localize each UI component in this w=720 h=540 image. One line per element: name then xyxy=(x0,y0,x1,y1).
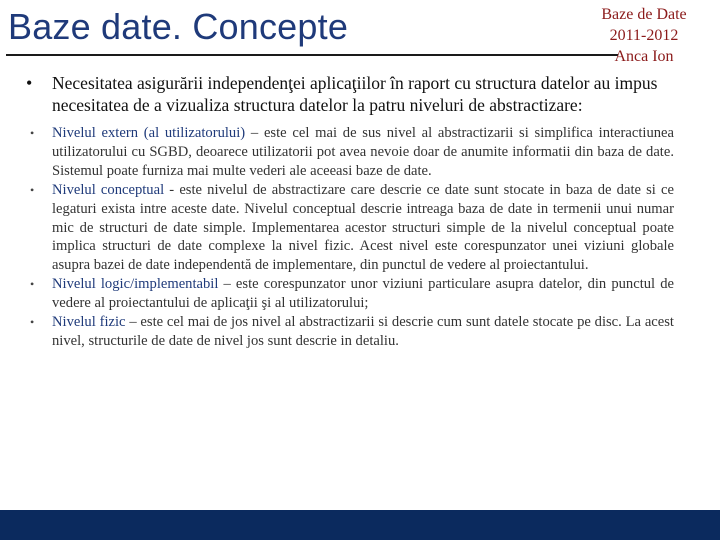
bullet-icon: • xyxy=(30,126,35,140)
level-name: Nivelul extern (al utilizatorului) xyxy=(52,125,246,141)
level-item-conceptual xyxy=(26,181,674,276)
title-divider xyxy=(6,54,618,56)
bullet-icon: • xyxy=(30,277,35,292)
course-year: 2011-2012 xyxy=(609,27,679,44)
slide-content xyxy=(26,72,674,351)
level-name: Nivelul fizic xyxy=(52,314,126,331)
level-item-fizic xyxy=(26,313,674,351)
level-item-logic xyxy=(26,275,674,313)
level-description: - este nivelul de abstractizare care descrie ce date sunt stocate in baza de date si ce legaturi exista intre aceste date. Nivelul conceptual descrie intreaga baza de date in termenii unui numar mic de structuri de date simple. Implementarea acestor structuri simple de la nivelul conceptual poate implica structuri de date complexe la nivel fizic. Acest nivel este corespunzator unei viziuni globale asupra bazei de date independentă de implementare, din punctul de vedere al proiectantului. xyxy=(52,181,674,274)
footer-band xyxy=(0,510,720,540)
level-description: – este corespunzator unor viziuni particulare asupra datelor, din punctul de vedere al proiectantului de aplicaţii şi al utilizatorului; xyxy=(52,276,674,312)
course-info xyxy=(574,4,714,67)
course-name: Baze de Date xyxy=(601,6,687,23)
level-name: Nivelul conceptual xyxy=(52,181,165,198)
level-description: – este cel mai de sus nivel al abstractizarii si simplifica interactiunea utilizatorului cu SGBD, deoarece utilizatorii pot avea nevoie doar de anumite informatii din baza de date. Sistemul poate furniza mai multe vederi ale aceeasi baze de date. xyxy=(52,125,674,179)
course-author: Anca Ion xyxy=(614,48,674,65)
bullet-icon: • xyxy=(26,73,33,93)
level-name: Nivelul logic/implementabil xyxy=(52,276,219,293)
bullet-icon: • xyxy=(30,315,35,330)
slide-title: Baze date. Concepte xyxy=(8,6,349,47)
intro-paragraph xyxy=(26,72,674,116)
level-item-extern xyxy=(26,124,674,181)
bullet-icon: • xyxy=(30,182,35,197)
levels-list xyxy=(26,124,674,351)
intro-text: Necesitatea asigurării independenţei aplicaţiilor în raport cu structura datelor au impus necesitatea de a vizualiza structura datelor la patru niveluri de abstractizare: xyxy=(52,73,658,115)
level-description: – este cel mai de jos nivel al abstractizarii si descrie cum sunt datele stocate pe disc. La acest nivel, structurile de date de nivel jos sunt descrie in detaliu. xyxy=(52,314,674,349)
